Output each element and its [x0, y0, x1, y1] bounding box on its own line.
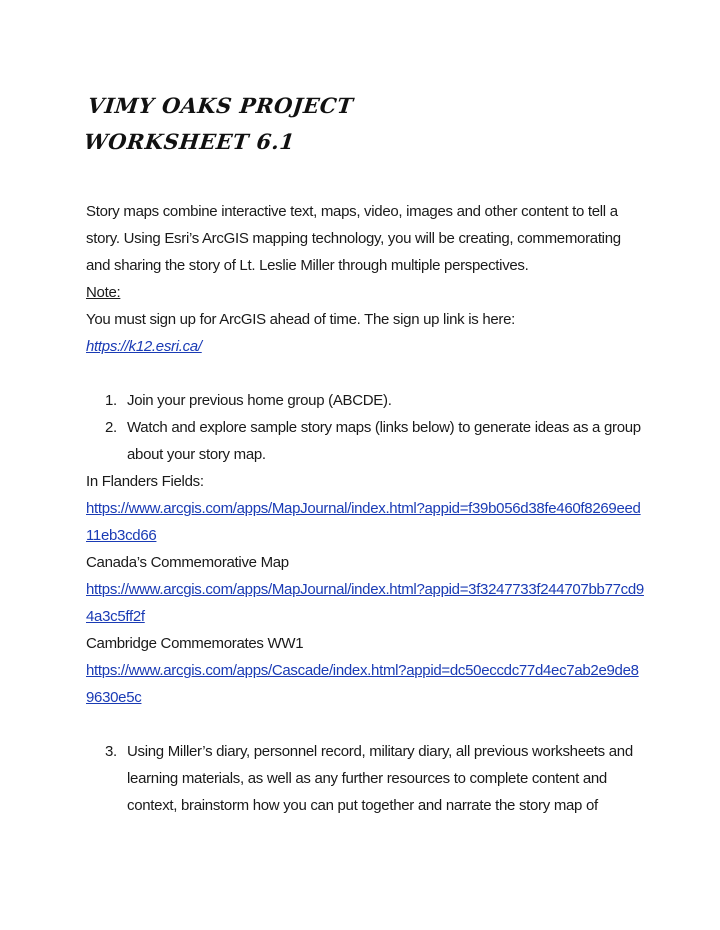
example-link-canada[interactable]: https://www.arcgis.com/apps/MapJournal/index.html?appid=3f3247733f244707bb77cd94a3c5ff2f — [86, 581, 644, 625]
signup-text: You must sign up for ArcGIS ahead of time. The sign up link is here: — [86, 311, 516, 328]
signup-link[interactable]: https://k12.esri.ca/ — [86, 338, 202, 355]
spacer — [86, 360, 646, 387]
list-item-number: 3. — [105, 743, 117, 760]
spacer — [86, 711, 646, 738]
list-item-text: Using Miller’s diary, personnel record, military diary, all previous worksheets and learning materials, as well as any further resources to complete content and context, brainstorm how you can put together and narrate the story map of — [127, 743, 633, 814]
list-item-text: Watch and explore sample story maps (links below) to generate ideas as a group about your story map. — [127, 419, 641, 463]
title-line-2: WORKSHEET 6.1 — [82, 129, 297, 154]
intro-paragraph: Story maps combine interactive text, maps, video, images and other content to tell a story. Using Esri’s ArcGIS mapping technology, you will be creating, commemorating and sharing the story of Lt. Leslie Miller through multiple perspectives. — [86, 203, 621, 274]
list-item — [86, 387, 646, 414]
title-line-1: VIMY OAKS PROJECT — [86, 93, 355, 118]
list-item-number: 2. — [105, 419, 117, 436]
example-label-cambridge: Cambridge Commemorates WW1 — [86, 635, 304, 652]
list-item — [86, 414, 646, 468]
example-link-cambridge[interactable]: https://www.arcgis.com/apps/Cascade/index.html?appid=dc50eccdc77d4ec7ab2e9de89630e5c — [86, 662, 639, 706]
list-item-3 — [86, 738, 646, 819]
example-label-canada: Canada’s Commemorative Map — [86, 554, 289, 571]
list-item-number: 1. — [105, 392, 117, 409]
page-title — [82, 88, 355, 160]
note-label: Note: — [86, 284, 121, 301]
instruction-list — [86, 387, 646, 468]
example-label-flanders: In Flanders Fields: — [86, 473, 204, 490]
document-body — [86, 198, 646, 819]
list-item-text: Join your previous home group (ABCDE). — [127, 392, 392, 409]
example-link-flanders[interactable]: https://www.arcgis.com/apps/MapJournal/index.html?appid=f39b056d38fe460f8269eed11eb3cd66 — [86, 500, 641, 544]
